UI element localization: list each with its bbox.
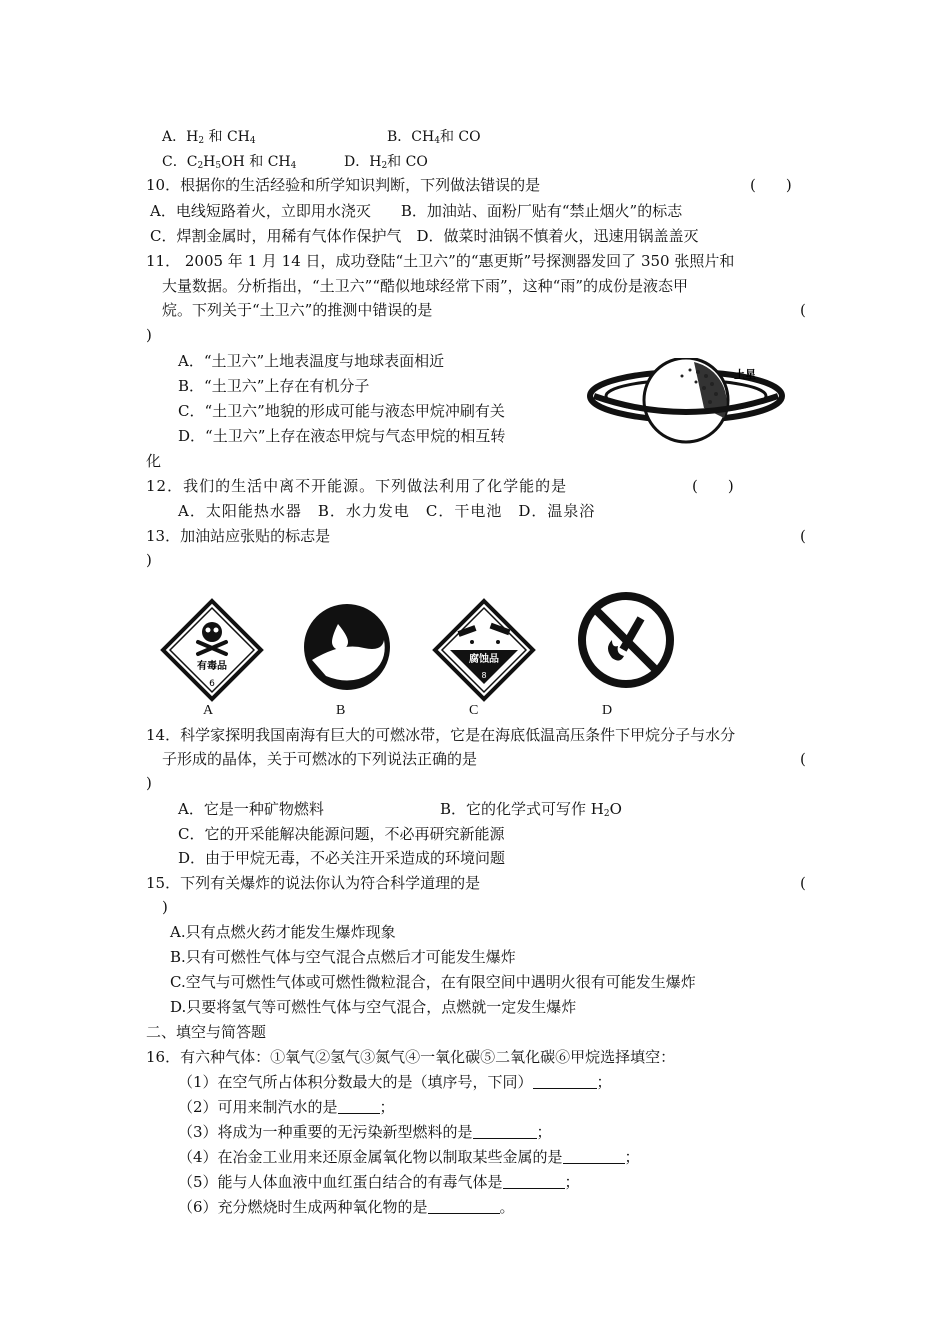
q10-options-line1: A．电线短路着火，立即用水浇灭 B．加油站、面粉厂贴有“禁止烟火”的标志 [150,202,683,220]
corrosive-sign-icon [432,598,536,702]
q13-stem: 13．加油站应张贴的标志是 [146,527,331,545]
q14-stem-line2: 子形成的晶体，关于可燃冰的下列说法正确的是 [162,750,478,768]
toxic-sign-icon [160,598,264,702]
sign-a-text: 有毒品 [197,661,227,672]
answer-blank[interactable] [473,1124,537,1139]
q11-option-a: A．“土卫六”上地表温度与地球表面相近 [178,352,445,370]
q13-paren-close: ) [146,551,152,569]
q12-options: A．太阳能热水器 B．水力发电 C．干电池 D．温泉浴 [178,502,596,520]
saturn-image [586,358,786,448]
q16-item-5: （5）能与人体血液中血红蛋白结合的有毒气体是 ； [178,1173,580,1191]
q16-item-6: （6）充分燃烧时生成两种氧化物的是 。 [178,1198,515,1216]
answer-blank[interactable] [563,1149,625,1164]
q14-stem-line1: 14．科学家探明我国南海有巨大的可燃冰带，它是在海底低温高压条件下甲烷分子与水分 [146,726,736,744]
q9-option-b: B．$CH_4$和 CO [387,129,481,146]
q12-answer-paren: ( ) [692,477,734,495]
q16-item-1: （1）在空气所占体积分数最大的是（填序号，下同） ； [178,1073,612,1091]
q9-option-c: C．$C_2H_5OH$ 和 $CH_4$ [162,154,297,171]
q14-option-c: C．它的开采能解决能源问题，不必再研究新能源 [178,825,505,843]
q11-option-d: D．“土卫六”上存在液态甲烷与气态甲烷的相互转 [178,427,506,445]
sign-d-label: D [602,703,613,718]
saturn-label: 土星 [734,368,756,381]
sign-a-number: 6 [209,679,215,689]
sign-b-label: B [336,703,346,718]
sign-c-text: 腐蚀品 [469,654,499,665]
q11-paren-open: ( [800,301,806,319]
q13-paren-open: ( [800,527,806,545]
q11-option-d-cont: 化 [146,452,162,470]
q10-stem: 10．根据你的生活经验和所学知识判断，下列做法错误的是 [146,176,541,194]
q10-answer-paren: ( ) [750,176,792,194]
answer-blank[interactable] [533,1074,597,1089]
q11-stem-line2: 大量数据。分析指出，“土卫六”“酷似地球经常下雨”，这种“雨”的成份是液态甲 [162,277,689,295]
q11-stem-line1: 11． 2005 年 1 月 14 日，成功登陆“土卫六”的“惠更斯”号探测器发回了 350 张照片和 [146,252,735,270]
sign-a-label: A [203,703,214,718]
q14-option-d: D．由于甲烷无毒，不必关注开采造成的环境问题 [178,849,506,867]
q16-item-3: （3）将成为一种重要的无污染新型燃料的是 ； [178,1123,552,1141]
section-title: 二、填空与简答题 [146,1023,267,1041]
q14-option-a: A．它是一种矿物燃料 [178,800,324,818]
q11-option-b: B．“土卫六”上存在有机分子 [178,377,370,395]
q16-item-2: （2）可用来制汽水的是 ； [178,1098,395,1116]
water-drop-sign-icon [302,602,392,692]
q15-option-c: C.空气与可燃性气体或可燃性微粒混合，在有限空间中遇明火很有可能发生爆炸 [170,973,696,991]
sign-c-label: C [469,703,479,718]
q14-paren-open: ( [800,750,806,768]
q12-stem: 12．我们的生活中离不开能源。下列做法利用了化学能的是 [146,477,568,495]
q14-paren-close: ) [146,774,152,792]
q11-paren-close: ) [146,326,152,344]
q15-paren-close: ) [162,898,168,916]
q14-option-b: B．它的化学式可写作 $H_2O$ [440,800,622,819]
answer-blank[interactable] [428,1199,500,1214]
q15-option-b: B.只有可燃性气体与空气混合点燃后才可能发生爆炸 [170,948,516,966]
sign-c-number: 8 [481,671,487,680]
q9-option-a: A．$H_2$ 和 $CH_4$ [162,129,256,146]
q15-option-d: D.只要将氢气等可燃性气体与空气混合，点燃就一定发生爆炸 [170,998,577,1016]
answer-blank[interactable] [503,1174,565,1189]
answer-blank[interactable] [338,1099,380,1114]
q16-item-4: （4）在冶金工业用来还原金属氧化物以制取某些金属的是 ； [178,1148,640,1166]
q15-paren-open: ( [800,874,806,892]
no-fire-sign-icon [576,590,676,690]
q16-stem: 16．有六种气体：①氧气②氢气③氮气④一氧化碳⑤二氧化碳⑥甲烷选择填空： [146,1048,676,1066]
q11-option-c: C．“土卫六”地貌的形成可能与液态甲烷冲刷有关 [178,402,505,420]
q10-options-line2: C．焊割金属时，用稀有气体作保护气 D．做菜时油锅不慎着火，迅速用锅盖盖灭 [150,227,699,245]
q11-stem-line3: 烷。下列关于“土卫六”的推测中错误的是 [162,301,433,319]
q9-option-d: D．$H_2$和 CO [344,154,428,171]
q15-option-a: A.只有点燃火药才能发生爆炸现象 [170,923,396,941]
q15-stem: 15．下列有关爆炸的说法你认为符合科学道理的是 [146,874,481,892]
